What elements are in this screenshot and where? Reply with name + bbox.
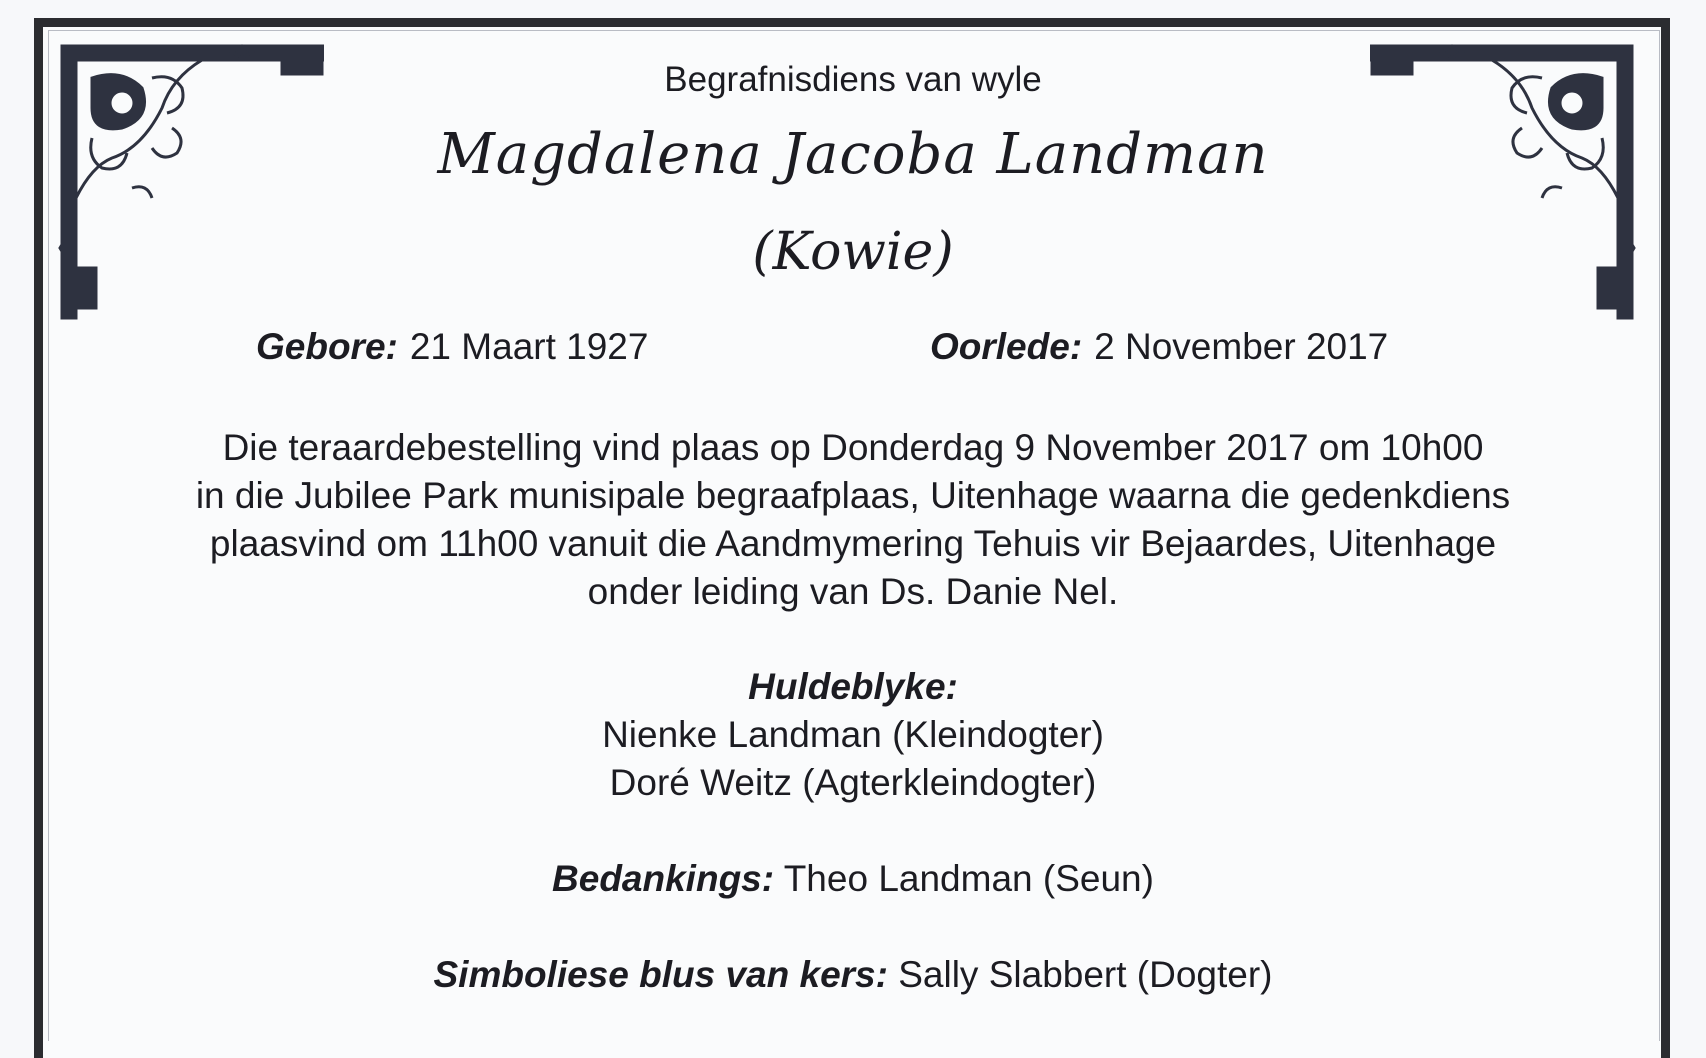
details-line: plaasvind om 11h00 vanuit die Aandmymering Tehuis vir Bejaardes, Uitenhage bbox=[209, 523, 1497, 564]
death-value: 2 November 2017 bbox=[1094, 326, 1389, 367]
thanks-line bbox=[0, 858, 1706, 900]
tributes-heading: Huldeblyke: bbox=[748, 666, 958, 707]
candle-label: Simboliese blus van kers: bbox=[433, 954, 888, 995]
details-line: onder leiding van Ds. Danie Nel. bbox=[587, 571, 1119, 612]
birth-value: 21 Maart 1927 bbox=[409, 326, 649, 367]
candle-value: Sally Slabbert (Dogter) bbox=[898, 954, 1273, 995]
deceased-name: Magdalena Jacoba Landman bbox=[437, 122, 1269, 187]
service-intro: Begrafnisdiens van wyle bbox=[664, 60, 1042, 99]
deceased-nickname: (Kowie) bbox=[752, 222, 954, 282]
service-details bbox=[0, 424, 1706, 616]
thanks-label: Bedankings: bbox=[552, 858, 775, 899]
birth-label: Gebore: bbox=[256, 326, 398, 367]
death-label: Oorlede: bbox=[930, 326, 1083, 367]
birth-date bbox=[256, 326, 648, 368]
thanks-value: Theo Landman (Seun) bbox=[783, 858, 1154, 899]
death-date bbox=[930, 326, 1388, 368]
candle-line bbox=[0, 954, 1706, 996]
details-line: Die teraardebestelling vind plaas op Donderdag 9 November 2017 om 10h00 bbox=[222, 427, 1484, 468]
details-line: in die Jubilee Park munisipale begraafplaas, Uitenhage waarna die gedenkdiens bbox=[195, 475, 1511, 516]
tribute-item: Doré Weitz (Agterkleindogter) bbox=[609, 762, 1097, 803]
tribute-item: Nienke Landman (Kleindogter) bbox=[602, 714, 1104, 755]
